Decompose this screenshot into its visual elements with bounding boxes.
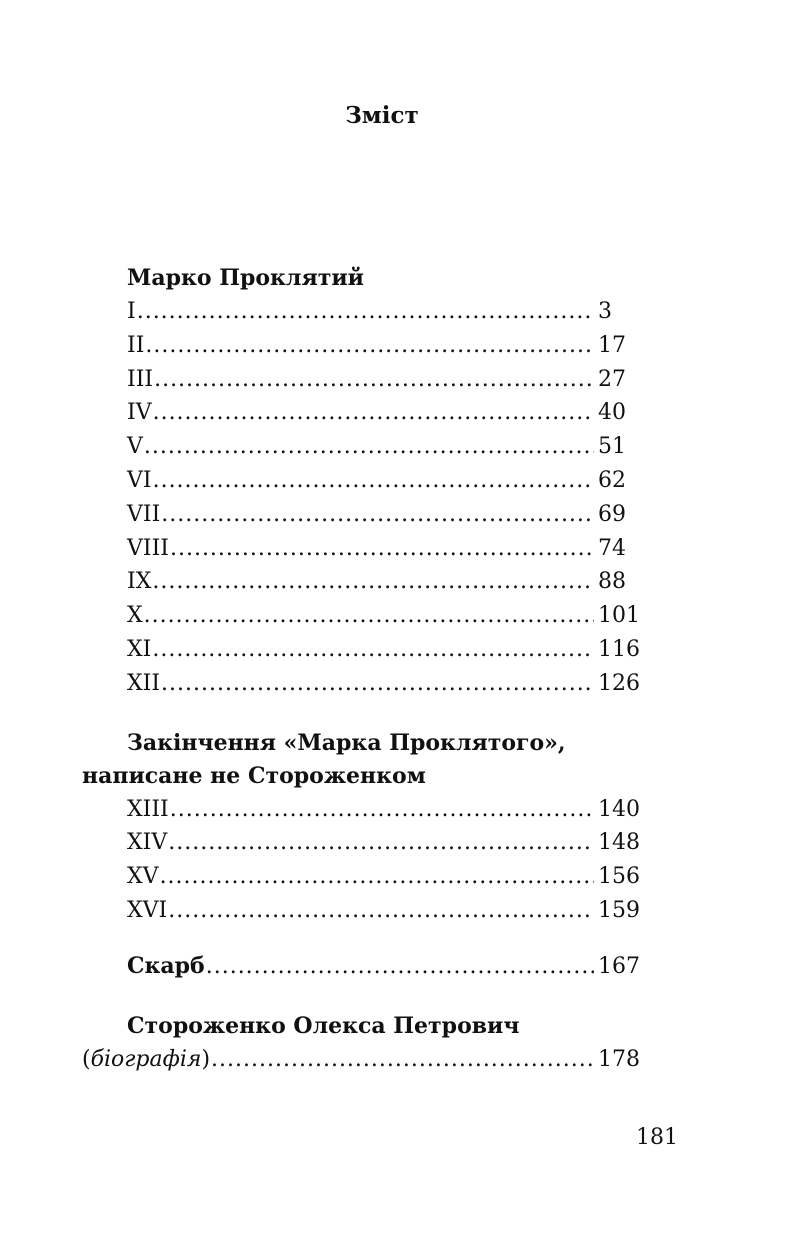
dot-leader: [170, 793, 594, 827]
toc-entry: [82, 532, 640, 566]
entry-label: III: [127, 366, 154, 392]
section-title-treasure: Скарб: [127, 952, 205, 979]
dot-leader: [145, 329, 594, 363]
entry-label: VII: [127, 501, 161, 527]
entry-label: XV: [127, 864, 159, 890]
entry-label: XIII: [127, 796, 169, 822]
entry-page: 140: [598, 796, 640, 822]
toc-entry: [82, 793, 640, 827]
dot-leader: [144, 599, 594, 633]
dot-leader: [153, 396, 594, 430]
entry-page: 101: [598, 603, 640, 629]
entry-page: 69: [598, 501, 626, 527]
toc-entry: [82, 894, 640, 928]
dot-leader: [170, 532, 594, 566]
dot-leader: [144, 430, 594, 464]
entry-page: 40: [598, 400, 626, 426]
entry-page: 27: [598, 366, 626, 392]
entry-page: 148: [598, 830, 640, 856]
dot-leader: [152, 565, 594, 599]
entry-page: 156: [598, 864, 640, 890]
dot-leader: [206, 950, 594, 984]
page-number: 181: [636, 1125, 678, 1150]
entry-label: XI: [127, 636, 152, 662]
section-title-marko: Марко Проклятий: [127, 265, 364, 291]
entry-page: 3: [598, 299, 612, 324]
toc-entry-treasure: [82, 950, 640, 984]
toc-entry: [82, 295, 640, 329]
toc-entry: [82, 667, 640, 701]
dot-leader: [161, 498, 594, 532]
entry-label: X: [127, 603, 143, 629]
paren-open: (: [82, 1046, 91, 1072]
paren-close: ): [201, 1046, 211, 1072]
entry-page: 88: [598, 569, 626, 595]
toc-entry: [82, 498, 640, 532]
entry-label: XII: [127, 670, 161, 696]
entry-label: XVI: [127, 897, 168, 923]
entry-page: 62: [598, 467, 626, 493]
dot-leader: [168, 826, 594, 860]
entry-label: [82, 1043, 210, 1077]
entry-page: 17: [598, 332, 626, 358]
toc-entry: [82, 430, 640, 464]
toc-entry: [82, 363, 640, 397]
entry-label: IV: [127, 400, 152, 426]
entry-page: 51: [598, 434, 626, 460]
entry-label: IX: [127, 569, 152, 595]
toc-entry: [82, 826, 640, 860]
toc-entry: [82, 633, 640, 667]
section-title-biography: Стороженко Олекса Петрович: [127, 1012, 520, 1039]
dot-leader: [137, 295, 594, 329]
toc-title: Зміст: [345, 102, 419, 129]
dot-leader: [211, 1043, 594, 1077]
entry-label: VIII: [127, 535, 169, 561]
dot-leader: [160, 860, 594, 894]
toc-entry: [82, 565, 640, 599]
entry-page: 74: [598, 535, 626, 561]
entry-label: XIV: [127, 830, 168, 856]
toc-entry: [82, 464, 640, 498]
entry-label: I: [127, 299, 136, 324]
dot-leader: [153, 464, 594, 498]
entry-page: 126: [598, 670, 640, 696]
table-of-contents: [82, 262, 640, 1076]
entry-label: II: [127, 332, 145, 358]
dot-leader: [154, 363, 594, 397]
toc-entry: [82, 329, 640, 363]
entry-page: 167: [598, 953, 640, 979]
biography-label: біографія: [90, 1046, 202, 1072]
toc-entry: [82, 396, 640, 430]
dot-leader: [161, 667, 594, 701]
toc-entry-biography: [82, 1043, 640, 1077]
dot-leader: [168, 894, 594, 928]
section-title-ending: Закінчення «Марка Проклятого», написане не Стороженком: [82, 729, 566, 789]
entry-page: 159: [598, 897, 640, 923]
toc-entry: [82, 599, 640, 633]
entry-label: V: [127, 434, 143, 460]
entry-page: 116: [598, 636, 640, 662]
dot-leader: [152, 633, 594, 667]
entry-page: 178: [598, 1046, 640, 1072]
toc-entry: [82, 860, 640, 894]
entry-label: VI: [127, 467, 152, 493]
